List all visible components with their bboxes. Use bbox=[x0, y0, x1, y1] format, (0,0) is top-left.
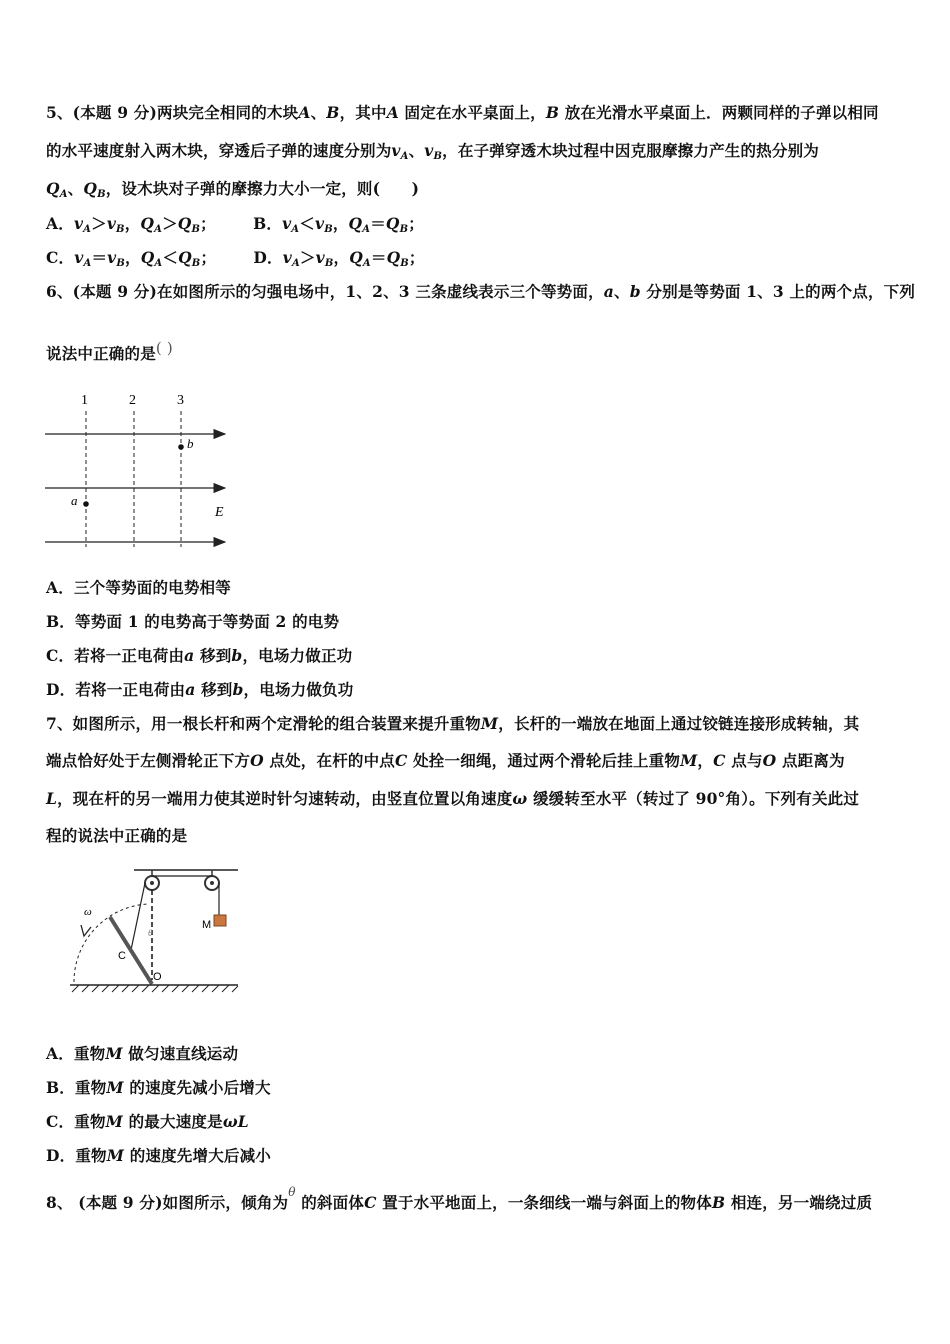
text: ， bbox=[125, 248, 141, 267]
left-pulley-hub bbox=[150, 881, 154, 885]
option-label: B． bbox=[253, 214, 283, 233]
subscript: A bbox=[362, 258, 371, 269]
subscript: A bbox=[291, 224, 300, 235]
q7-stem-line1 bbox=[46, 712, 859, 734]
q5-option-a[interactable] bbox=[46, 214, 221, 233]
subscript: B bbox=[116, 258, 126, 269]
var-B: B bbox=[545, 103, 560, 122]
text: 的速度先减小后增大 bbox=[123, 1078, 271, 1097]
q7-stem-line2 bbox=[46, 749, 845, 771]
var-v: v bbox=[391, 141, 401, 160]
subscript: A bbox=[83, 224, 92, 235]
subscript: A bbox=[154, 224, 163, 235]
var-Q: Q bbox=[349, 248, 363, 267]
option-label: D． bbox=[46, 1146, 76, 1165]
var-Q: Q bbox=[386, 248, 401, 267]
var-Q: Q bbox=[178, 248, 192, 267]
text: ，设木块对子弹的摩擦力大小一定，则( ) bbox=[105, 179, 420, 198]
subscript: B bbox=[191, 258, 201, 269]
var-v: v bbox=[282, 248, 292, 267]
angle-theta-label: θ bbox=[148, 928, 153, 938]
var-O: O bbox=[250, 751, 264, 770]
text: 处拴一细绳，通过两个滑轮后挂上重物 bbox=[407, 751, 681, 770]
subscript: A bbox=[291, 258, 300, 269]
text: ，长杆的一端放在地面上通过铰链连接形成转轴，其 bbox=[498, 714, 860, 733]
text: ，电场力做正功 bbox=[242, 646, 353, 665]
equipotential-label-2: 2 bbox=[129, 393, 136, 408]
text: ； bbox=[200, 248, 217, 267]
option-label: D． bbox=[46, 680, 76, 699]
var-b: b bbox=[232, 680, 244, 699]
text: ，现在杆的另一端用力使其逆时针匀速转动，由竖直位置以角速度 bbox=[57, 789, 513, 808]
text: 放在光滑水平桌面上．两颗同样的子弹以相同 bbox=[559, 103, 879, 122]
text: ， bbox=[332, 214, 349, 233]
option-label: C． bbox=[46, 248, 75, 267]
point-C-label: C bbox=[118, 950, 126, 962]
text: 、 bbox=[408, 141, 425, 160]
subscript: B bbox=[324, 258, 334, 269]
var-v: v bbox=[73, 214, 84, 233]
option-label: A． bbox=[46, 578, 74, 597]
q5-option-d[interactable] bbox=[253, 248, 424, 267]
text: 做匀速直线运动 bbox=[122, 1044, 239, 1063]
operator: ＝ bbox=[370, 248, 387, 267]
text: 固定在水平桌面上， bbox=[398, 103, 546, 122]
text: 相连，另一端绕过质 bbox=[725, 1193, 873, 1212]
text: 7、如图所示，用一根长杆和两个定滑轮的组合装置来提升重物 bbox=[46, 714, 481, 733]
text: 的水平速度射入两木块，穿透后子弹的速度分别为 bbox=[46, 141, 392, 160]
var-B: B bbox=[711, 1193, 726, 1212]
var-Q: Q bbox=[140, 214, 155, 233]
q5-stem-line3 bbox=[46, 177, 419, 200]
operator: ＜ bbox=[162, 248, 179, 267]
text: ； bbox=[408, 214, 424, 233]
var-M: M bbox=[680, 751, 698, 770]
var-Q: Q bbox=[385, 214, 400, 233]
answer-paren: ( ) bbox=[155, 339, 173, 357]
point-a-label: a bbox=[71, 493, 78, 508]
text: 程的说法中正确的是 bbox=[46, 826, 188, 845]
point-O-label: O bbox=[153, 971, 162, 983]
var-C: C bbox=[395, 751, 408, 770]
subscript-A: A bbox=[400, 151, 409, 162]
text: ； bbox=[200, 214, 216, 233]
text: ，电场力做负功 bbox=[243, 680, 354, 699]
var-B: B bbox=[326, 103, 340, 122]
text: ， bbox=[333, 248, 350, 267]
q7-option-d[interactable] bbox=[46, 1144, 271, 1166]
operator: ＜ bbox=[299, 214, 315, 233]
var-b: b bbox=[629, 282, 641, 301]
subscript-A: A bbox=[59, 189, 68, 200]
point-b-label: b bbox=[187, 436, 194, 451]
var-v: v bbox=[107, 248, 117, 267]
text: 重物 bbox=[73, 1044, 106, 1063]
option-label: B． bbox=[46, 1078, 76, 1097]
q6-stem-line2 bbox=[46, 339, 173, 364]
subscript: A bbox=[83, 258, 92, 269]
text: 、 bbox=[310, 103, 327, 122]
q8-stem-line1 bbox=[46, 1185, 873, 1213]
var-theta: θ bbox=[288, 1185, 296, 1199]
subscript-B: B bbox=[97, 189, 106, 200]
var-v: v bbox=[314, 214, 325, 233]
point-a-dot bbox=[83, 501, 89, 507]
var-b: b bbox=[231, 646, 243, 665]
text: 6、(本题 9 分)在如图所示的匀强电场中，1、2、3 三条虚线表示三个等势面， bbox=[46, 282, 604, 301]
operator: ＝ bbox=[370, 214, 386, 233]
var-v: v bbox=[315, 248, 325, 267]
text: 点处，在杆的中点 bbox=[263, 751, 396, 770]
option-label: C． bbox=[46, 1112, 75, 1131]
text: 、 bbox=[614, 282, 630, 301]
var-M: M bbox=[105, 1112, 124, 1131]
option-label: C． bbox=[46, 646, 75, 665]
text: 的速度先增大后减小 bbox=[124, 1146, 272, 1165]
var-a: a bbox=[185, 680, 196, 699]
rope-to-rod bbox=[131, 883, 145, 950]
subscript: B bbox=[324, 224, 333, 235]
text: ， bbox=[697, 751, 714, 770]
field-label-E: E bbox=[215, 505, 224, 520]
q5-option-b[interactable] bbox=[253, 214, 424, 233]
text: 缓缓转至水平（转过了 90°角）。下列有关此过 bbox=[527, 789, 860, 808]
mass-M-label: M bbox=[202, 919, 212, 931]
rotation-arrow-icon bbox=[81, 925, 91, 936]
text: ，其中 bbox=[339, 103, 387, 122]
var-omega-L: ωL bbox=[222, 1112, 249, 1131]
q5-stem-line2 bbox=[46, 139, 819, 162]
mass-M-block bbox=[214, 915, 226, 926]
subscript: A bbox=[154, 258, 163, 269]
var-Q: Q bbox=[177, 214, 192, 233]
q6-option-a[interactable] bbox=[46, 576, 231, 598]
var-M: M bbox=[480, 714, 499, 733]
text: 8、 (本题 9 分)如图所示，倾角为 bbox=[46, 1193, 289, 1212]
var-v: v bbox=[74, 248, 84, 267]
subscript-B: B bbox=[433, 151, 443, 162]
ground-hatching bbox=[72, 985, 238, 992]
subscript: B bbox=[399, 224, 409, 235]
q7-option-b[interactable] bbox=[46, 1076, 271, 1098]
text: 移到 bbox=[194, 646, 232, 665]
q7-stem-line3 bbox=[46, 787, 859, 809]
var-omega: ω bbox=[512, 789, 528, 808]
q5-options-row1 bbox=[46, 212, 424, 235]
text: 点距离为 bbox=[776, 751, 845, 770]
q6-option-d[interactable] bbox=[46, 678, 353, 700]
text: 的斜面体 bbox=[295, 1193, 365, 1212]
var-a: a bbox=[184, 646, 195, 665]
text: 点与 bbox=[725, 751, 763, 770]
text: ， bbox=[124, 214, 141, 233]
text: ，在子弹穿透木块过程中因克服摩擦力产生的热分别为 bbox=[442, 141, 819, 160]
text: 置于水平地面上，一条细线一端与斜面上的物体 bbox=[376, 1193, 712, 1212]
option-label: B． bbox=[46, 612, 76, 631]
text: 、 bbox=[67, 179, 84, 198]
operator: ＞ bbox=[299, 248, 316, 267]
text: ； bbox=[408, 248, 425, 267]
var-A: A bbox=[386, 103, 399, 122]
var-M: M bbox=[106, 1078, 124, 1097]
var-A: A bbox=[298, 103, 311, 122]
text: 若将一正电荷由 bbox=[74, 646, 185, 665]
var-Q: Q bbox=[140, 248, 155, 267]
text: 说法中正确的是 bbox=[46, 344, 156, 363]
var-v: v bbox=[106, 214, 117, 233]
operator: ＞ bbox=[91, 214, 107, 233]
var-Q: Q bbox=[348, 214, 363, 233]
var-L: L bbox=[46, 789, 58, 808]
q6-option-c[interactable] bbox=[46, 644, 352, 666]
q7-pulley-rod-figure bbox=[62, 860, 247, 995]
var-M: M bbox=[105, 1044, 123, 1063]
q6-option-b[interactable] bbox=[46, 610, 339, 632]
text: 分别是等势面 1、3 上的两个点，下列 bbox=[640, 282, 916, 301]
q6-electric-field-figure bbox=[40, 385, 240, 555]
var-M: M bbox=[106, 1146, 125, 1165]
q5-options-row2 bbox=[46, 246, 425, 269]
q6-stem-line1 bbox=[46, 280, 915, 302]
omega-label: ω bbox=[84, 906, 92, 918]
var-Q: Q bbox=[83, 179, 98, 198]
equipotential-label-3: 3 bbox=[177, 393, 184, 408]
var-a: a bbox=[603, 282, 615, 301]
var-O: O bbox=[762, 751, 777, 770]
var-v: v bbox=[424, 141, 434, 160]
rod bbox=[110, 917, 152, 984]
var-C: C bbox=[364, 1193, 377, 1212]
text: 端点恰好处于左侧滑轮正下方 bbox=[46, 751, 251, 770]
q5-stem-line1 bbox=[46, 101, 879, 123]
text: 移到 bbox=[195, 680, 233, 699]
text: 重物 bbox=[75, 1078, 107, 1097]
subscript: B bbox=[116, 224, 125, 235]
option-text: 三个等势面的电势相等 bbox=[73, 578, 231, 597]
option-label: A． bbox=[46, 1044, 74, 1063]
point-b-dot bbox=[178, 444, 184, 450]
text: 若将一正电荷由 bbox=[75, 680, 186, 699]
q7-stem-line4 bbox=[46, 824, 187, 846]
q7-option-a[interactable] bbox=[46, 1042, 238, 1064]
text: 重物 bbox=[74, 1112, 106, 1131]
subscript: A bbox=[362, 224, 371, 235]
q7-option-c[interactable] bbox=[46, 1110, 249, 1132]
var-C: C bbox=[713, 751, 726, 770]
operator: ＝ bbox=[91, 248, 108, 267]
q5-option-c[interactable] bbox=[46, 248, 222, 267]
var-v: v bbox=[282, 214, 292, 233]
operator: ＞ bbox=[162, 214, 178, 233]
option-label: A． bbox=[46, 214, 74, 233]
option-text: 等势面 1 的电势高于等势面 2 的电势 bbox=[75, 612, 340, 631]
subscript: B bbox=[191, 224, 201, 235]
subscript: B bbox=[400, 258, 409, 269]
text: 的最大速度是 bbox=[123, 1112, 223, 1131]
equipotential-label-1: 1 bbox=[81, 393, 88, 408]
text: 5、(本题 9 分)两块完全相同的木块 bbox=[46, 103, 299, 122]
option-label: D． bbox=[253, 248, 283, 267]
var-Q: Q bbox=[46, 179, 60, 198]
right-pulley-hub bbox=[210, 881, 214, 885]
text: 重物 bbox=[75, 1146, 107, 1165]
